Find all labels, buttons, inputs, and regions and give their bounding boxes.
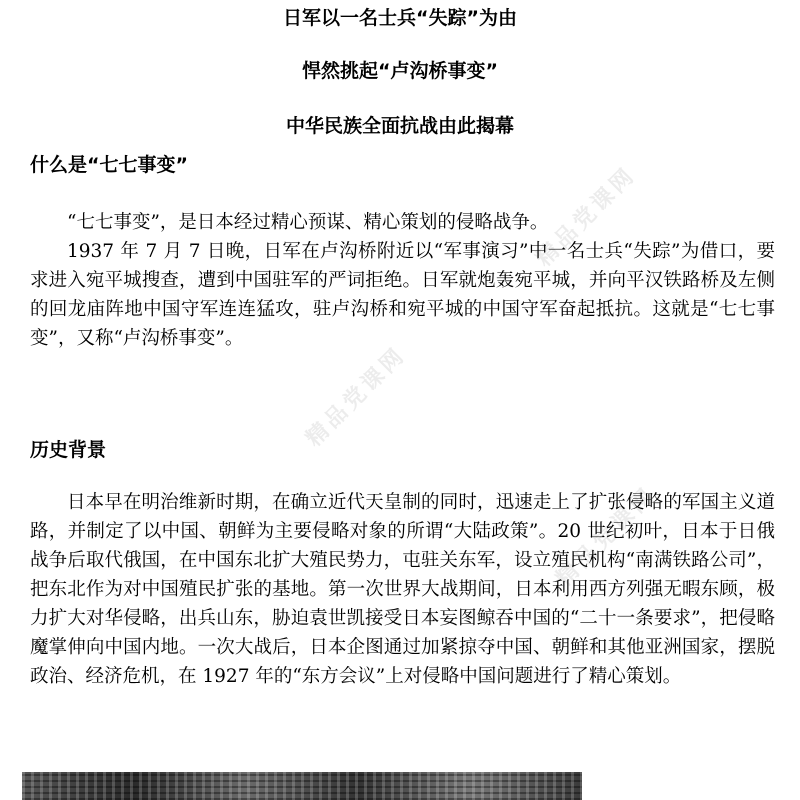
- watermark-text: 精品党课网: [551, 482, 662, 592]
- watermark-text: 精品党课网: [301, 342, 412, 452]
- paragraph: “七七事变”，是日本经过精心预谋、精心策划的侵略战争。: [67, 212, 549, 233]
- paragraph: 日本早在明治维新时期，在确立近代天皇制的同时，迅速走上了扩张侵略的军国主义道路，并制定了以中国、朝鲜为主要侵略对象的所谓“大陆政策”。20 世纪初叶，日本于日俄战争后取代俄国，在中国东北扩大殖民势力，屯驻关东军，设立殖民机构“南满铁路公司”，把东北作为对中国殖民扩张的基地。第一次世界大战期间，日本利用西方列强无暇东顾，极力扩大对华侵略，出兵山东，胁迫袁世凯接受日本妄图鲸吞中国的“二十一条要求”，把侵略魔掌伸向中国内地。一次大战后，日本企图通过加紧掠夺中国、朝鲜和其他亚洲国家，摆脱政治、经济危机，在 1927 年的“东方会议”上对侵略中国问题进行了精心策划。: [30, 492, 775, 687]
- page-title-line-3: 中华民族全面抗战由此揭幕: [285, 115, 514, 137]
- watermark-text: 精品党课网: [531, 162, 642, 272]
- paragraph: 1937 年 7 月 7 日晚，日军在卢沟桥附近以“军事演习”中一名士兵“失踪”为借口，要求进入宛平城搜查，遭到中国驻军的严词拒绝。日军就炮轰宛平城，并向平汉铁路桥及左侧的回龙庙阵地中国守军连连猛攻，驻卢沟桥和宛平城的中国守军奋起抵抗。这就是“七七事变”，又称“卢沟桥事变”。: [30, 241, 775, 349]
- page-title-line-2: 悍然挑起“卢沟桥事变”: [302, 60, 498, 82]
- page-title-line-1: 日军以一名士兵“失踪”为由: [283, 7, 517, 29]
- historical-photo: [22, 772, 582, 800]
- section-body-background: [30, 488, 775, 691]
- section-body-what-is: [30, 208, 775, 353]
- section-title-what-is: 什么是“七七事变”: [30, 154, 188, 176]
- section-title-background: 历史背景: [30, 439, 107, 461]
